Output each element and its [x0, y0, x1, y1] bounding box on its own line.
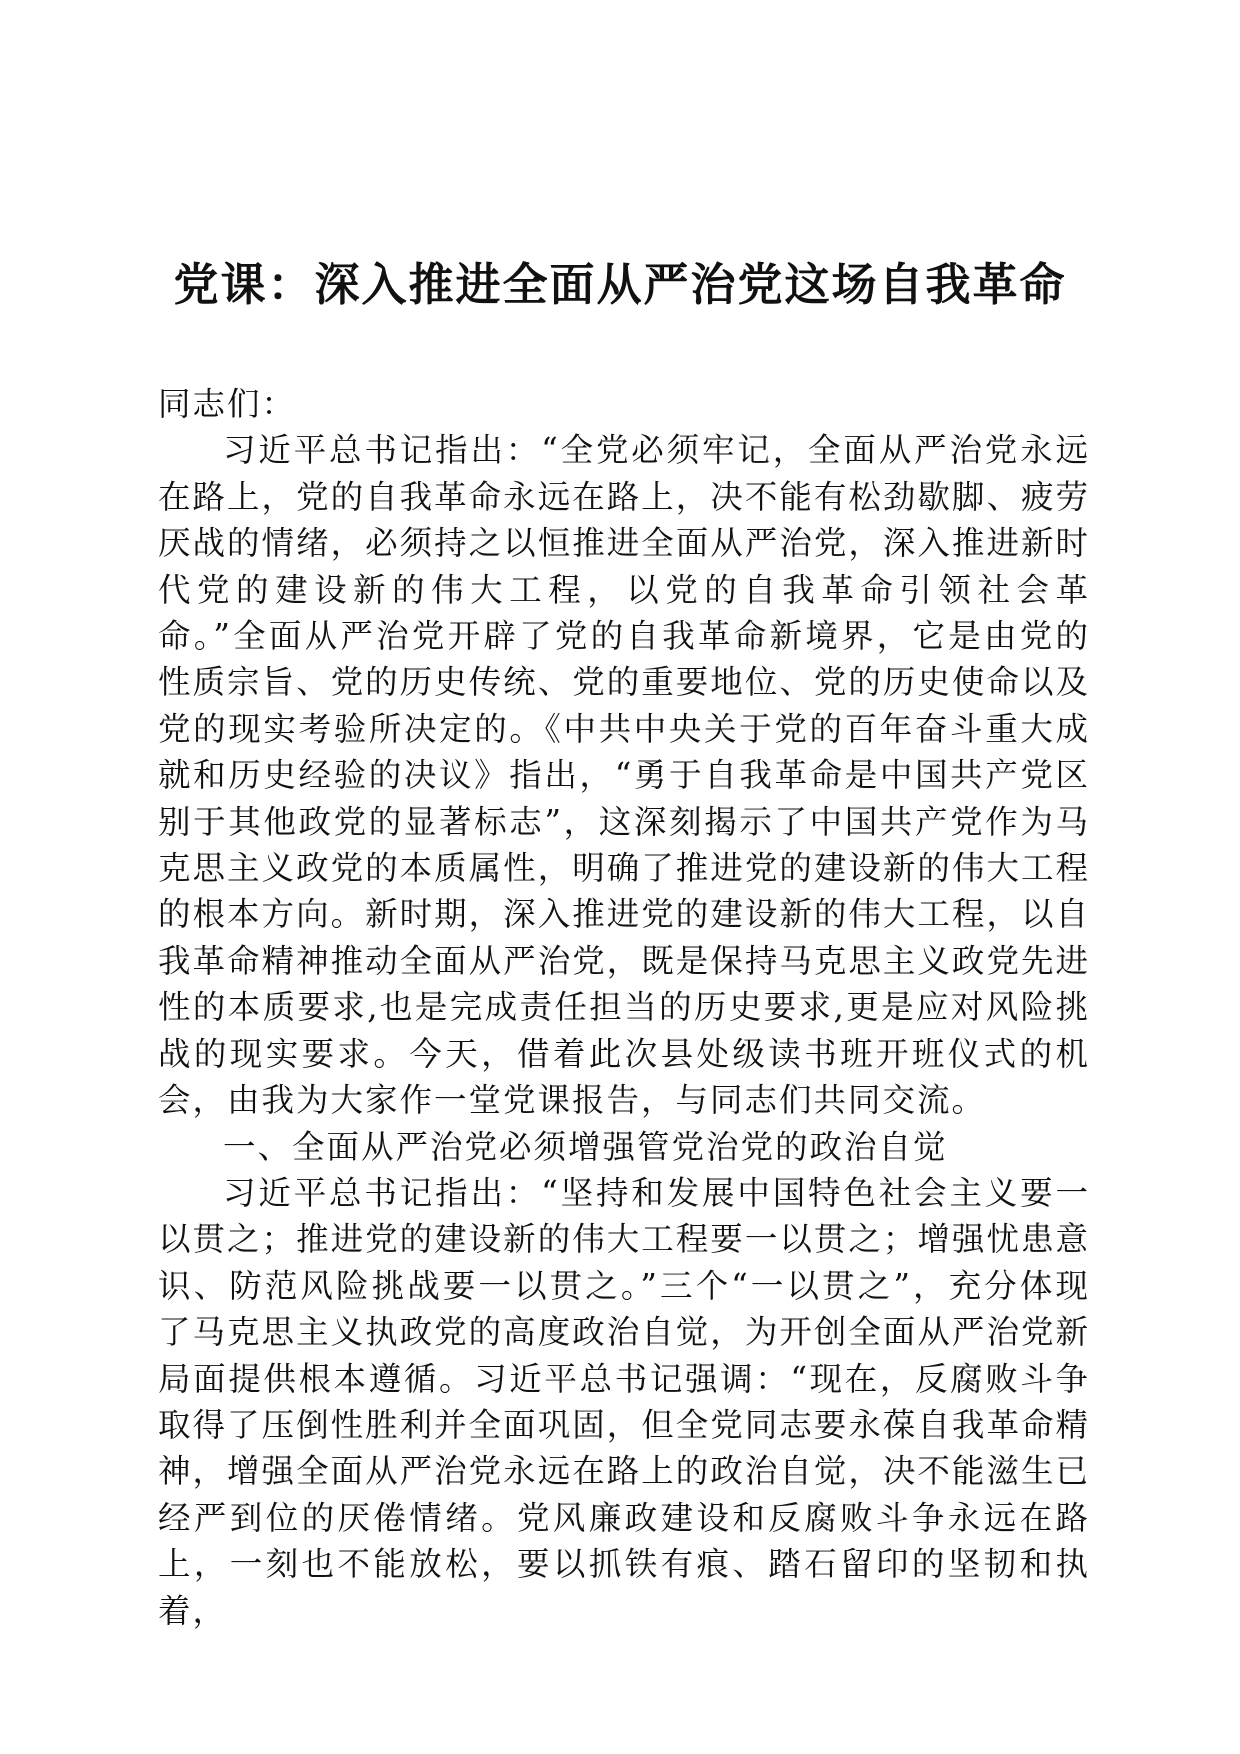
section-heading-1: 一、全面从严治党必须增强管党治党的政治自觉	[223, 1127, 948, 1166]
section-1-paragraph: 习近平总书记指出：“坚持和发展中国特色社会主义要一以贯之；推进党的建设新的伟大工程要一以贯之；增强忧患意识、防范风险挑战要一以贯之。”三个“一以贯之”，充分体现了马克思主义执政党的高度政治自觉，为开创全面从严治党新局面提供根本遵循。习近平总书记强调：“现在，反腐败斗争取得了压倒性胜利并全面巩固，但全党同志要永葆自我革命精神，增强全面从严治党永远在路上的政治自觉，决不能滋生已经严到位的厌倦情绪。党风廉政建设和反腐败斗争永远在路上，一刻也不能放松，要以抓铁有痕、踏石留印的坚韧和执着，	[158, 1173, 1090, 1630]
greeting: 同志们：	[158, 385, 297, 423]
document-title: 党课：深入推进全面从严治党这场自我革命	[173, 258, 1067, 311]
document-body	[158, 381, 1090, 1634]
intro-paragraph: 习近平总书记指出：“全党必须牢记，全面从严治党永远在路上，党的自我革命永远在路上，决不能有松劲歇脚、疲劳厌战的情绪，必须持之以恒推进全面从严治党，深入推进新时代党的建设新的伟大工程，以党的自我革命引领社会革命。”全面从严治党开辟了党的自我革命新境界，它是由党的性质宗旨、党的历史传统、党的重要地位、党的历史使命以及党的现实考验所决定的。《中共中央关于党的百年奋斗重大成就和历史经验的决议》指出，“勇于自我革命是中国共产党区别于其他政党的显著标志”，这深刻揭示了中国共产党作为马克思主义政党的本质属性，明确了推进党的建设新的伟大工程的根本方向。新时期，深入推进党的建设新的伟大工程，以自我革命精神推动全面从严治党，既是保持马克思主义政党先进性的本质要求,也是完成责任担当的历史要求,更是应对风险挑战的现实要求。今天，借着此次县处级读书班开班仪式的机会，由我为大家作一堂党课报告，与同志们共同交流。	[158, 431, 1090, 1120]
